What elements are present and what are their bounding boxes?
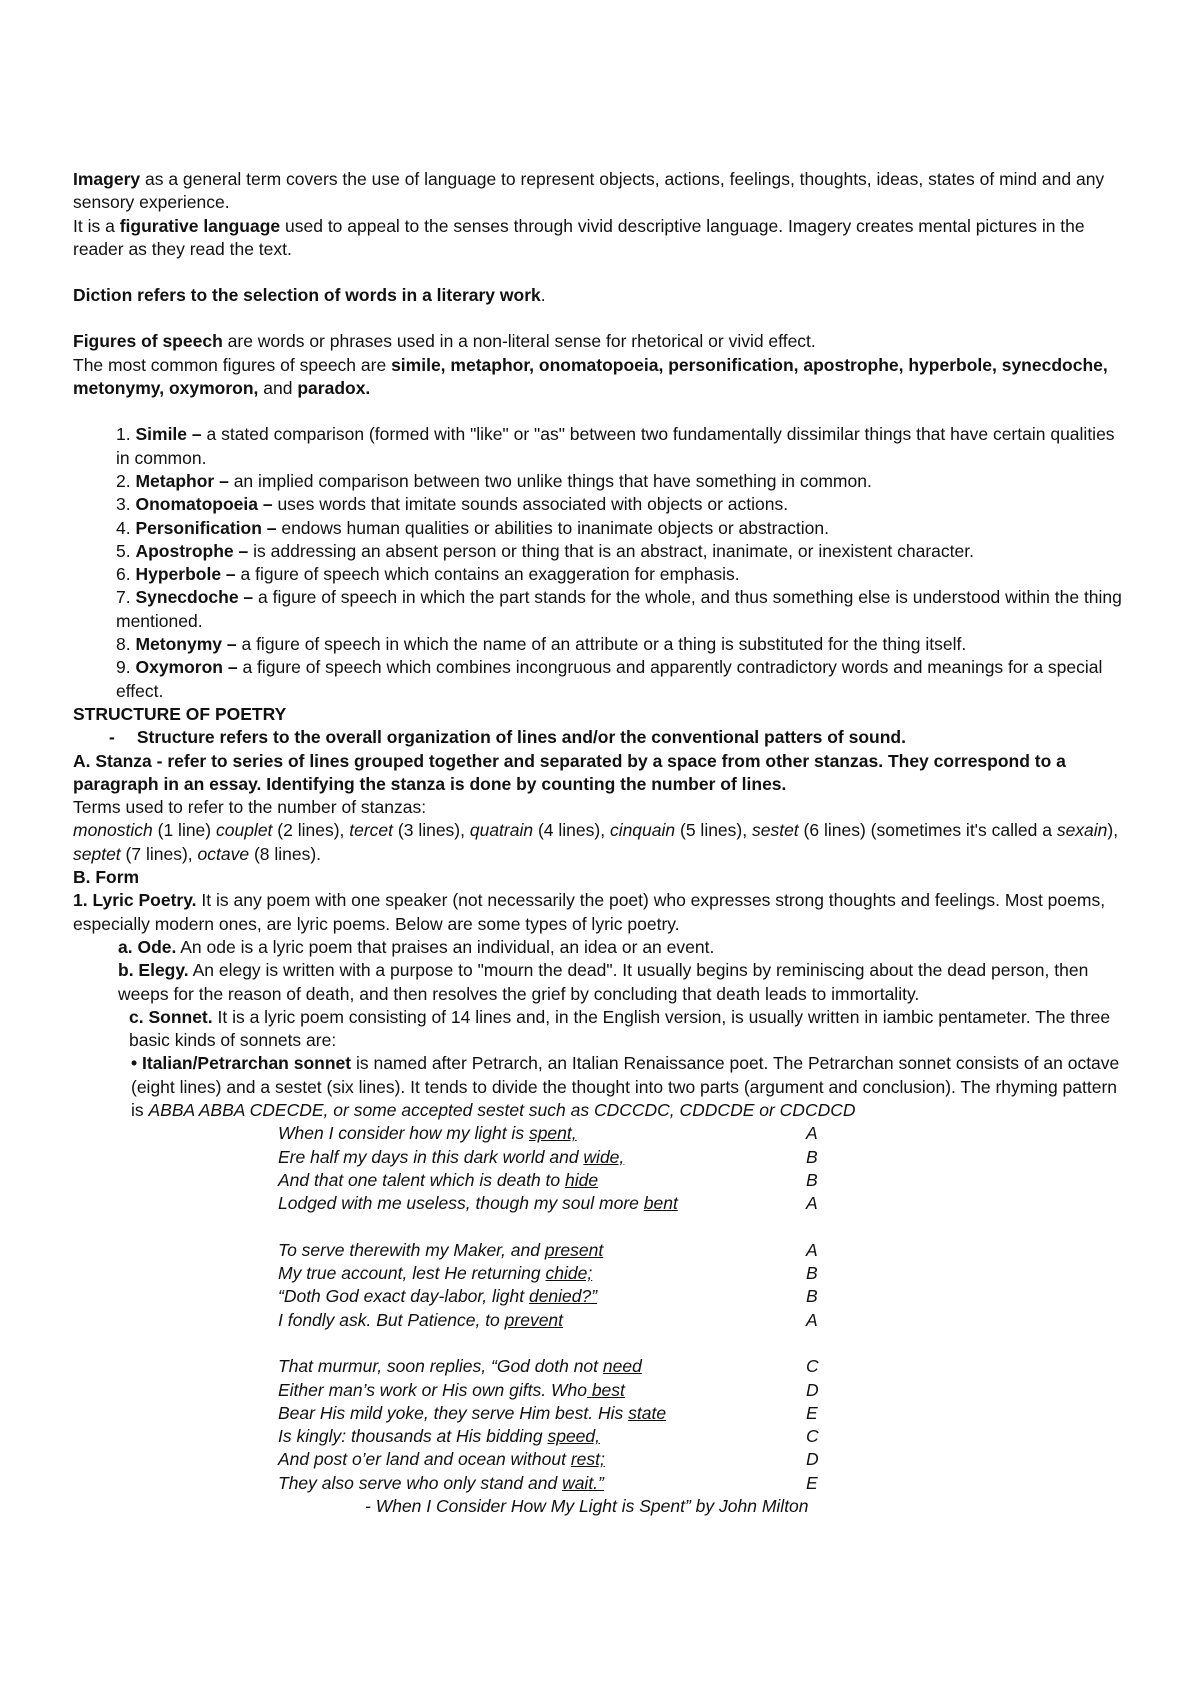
rhyme-word: state	[628, 1402, 667, 1423]
poem-line	[278, 1192, 1133, 1215]
item-definition: a figure of speech in which the name of an attribute or a thing is substituted for the thing itself.	[236, 634, 967, 655]
poem-attribution: - When I Consider How My Light is Spent” by John Milton	[365, 1496, 809, 1517]
structure-bullet	[73, 726, 1133, 749]
rhyme-word: prevent	[504, 1309, 564, 1330]
common-and: and	[258, 378, 298, 399]
rhyme-letter: B	[806, 1286, 818, 1307]
item-number: 6.	[116, 564, 136, 585]
rhyme-word: chide;	[545, 1263, 593, 1284]
line-text: “Doth God exact day-labor, light	[278, 1286, 529, 1307]
list-item	[116, 586, 1133, 633]
line-text: Ere half my days in this dark world and	[278, 1146, 584, 1167]
rhyme-word: wait.”	[562, 1472, 604, 1493]
elegy-text: An elegy is written with a purpose to "mourn the dead". It usually begins by reminiscing about the dead person, then weeps for the reason of death, and then resolves the grief by concluding that death leads to immortality.	[118, 960, 1089, 1004]
ode-term: a. Ode.	[118, 936, 177, 957]
item-number: 2.	[116, 470, 136, 491]
fig-lang-post: used to appeal to the senses through vivid descriptive language. Imagery creates mental pictures in the reader as they read the text.	[73, 215, 1085, 259]
item-definition: uses words that imitate sounds associated with objects or actions.	[272, 494, 789, 515]
rhyme-word: rest;	[570, 1449, 605, 1470]
imagery-term: Imagery	[73, 169, 141, 189]
stanza-paragraph	[73, 750, 1133, 797]
item-definition: is addressing an absent person or thing that is an abstract, inanimate, or inexistent character.	[248, 540, 974, 561]
poem-line	[278, 1239, 1133, 1262]
rhyme-word: hide	[565, 1169, 599, 1190]
stanza-text: A. Stanza - refer to series of lines grouped together and separated by a space from other stanzas. They correspond to a paragraph in an essay. Identifying the stanza is done by counting the number of lines.	[73, 750, 1066, 794]
term-desc: ),	[1107, 820, 1119, 841]
figures-text: are words or phrases used in a non-literal sense for rhetorical or vivid effect.	[222, 331, 816, 352]
term-desc: (3 lines),	[393, 820, 470, 841]
rhyme-word: denied?”	[528, 1286, 598, 1307]
italian-pattern: ABBA ABBA CDECDE, or some accepted sestet such as CDCCDC, CDDCDE or CDCDCD	[148, 1099, 856, 1120]
figures-list	[73, 423, 1133, 703]
term-desc: (6 lines) (sometimes it's called a	[798, 820, 1057, 841]
diction-end: .	[540, 285, 546, 306]
line-text: And post o’er land and ocean without	[278, 1449, 571, 1470]
ode-paragraph	[73, 936, 1133, 959]
italian-sonnet-paragraph	[73, 1052, 1133, 1122]
item-definition: a figure of speech which combines incongruous and apparently contradictory words and meanings for a special effect.	[116, 657, 1103, 701]
item-number: 4.	[116, 517, 136, 538]
line-text: Either man’s work or His own gifts. Who	[278, 1379, 587, 1400]
poem-line	[278, 1146, 1133, 1169]
list-item	[116, 633, 1133, 656]
italian-bullet: •	[131, 1053, 142, 1074]
rhyme-letter: B	[806, 1263, 818, 1284]
rhyme-letter: C	[806, 1356, 819, 1377]
italian-term: Italian/Petrarchan sonnet	[142, 1053, 352, 1074]
rhyme-letter: A	[806, 1123, 818, 1144]
rhyme-word: need	[602, 1356, 642, 1377]
sonnet-poem	[278, 1122, 1133, 1495]
form-heading-text: B. Form	[73, 867, 140, 888]
line-text: And that one talent which is death to	[278, 1169, 565, 1190]
term-septet: septet	[73, 843, 121, 864]
list-item	[116, 493, 1133, 516]
term-quatrain: quatrain	[469, 820, 534, 841]
rhyme-word: wide,	[583, 1146, 625, 1167]
common-last: paradox.	[297, 378, 371, 399]
item-number: 3.	[116, 494, 136, 515]
term-desc: (1 line)	[152, 820, 216, 841]
term-sestet: sestet	[751, 820, 799, 841]
lyric-term: 1. Lyric Poetry.	[73, 890, 197, 911]
elegy-paragraph	[73, 959, 1133, 1006]
line-text: I fondly ask. But Patience, to	[278, 1309, 505, 1330]
diction-paragraph	[73, 284, 1133, 307]
item-term: Onomatopoeia –	[135, 494, 273, 515]
list-item	[116, 470, 1133, 493]
term-couplet: couplet	[215, 820, 273, 841]
item-term: Simile –	[135, 424, 202, 445]
sonnet-paragraph	[73, 1006, 1133, 1053]
poem-line	[278, 1448, 1133, 1471]
item-definition: a stated comparison (formed with "like" or "as" between two fundamentally dissimilar things that have certain qualities in common.	[116, 424, 1115, 468]
figurative-language-paragraph	[73, 215, 1133, 262]
poem-line	[278, 1355, 1133, 1378]
figures-paragraph	[73, 330, 1133, 353]
lyric-text: It is any poem with one speaker (not necessarily the poet) who expresses strong thoughts and feelings. Most poems, especially modern ones, are lyric poems. Below are some types of lyric poetry.	[73, 890, 1106, 934]
list-item	[116, 540, 1133, 563]
item-term: Metaphor –	[135, 470, 229, 491]
form-heading	[73, 866, 1133, 889]
item-term: Personification –	[135, 517, 277, 538]
list-item	[116, 517, 1133, 540]
rhyme-letter: E	[806, 1472, 818, 1493]
poem-line	[278, 1379, 1133, 1402]
imagery-text: as a general term covers the use of language to represent objects, actions, feelings, thoughts, ideas, states of mind and any sensory experience.	[73, 169, 1105, 213]
item-term: Synecdoche –	[135, 587, 254, 608]
rhyme-letter: C	[806, 1426, 819, 1447]
item-number: 9.	[116, 657, 136, 678]
figures-term: Figures of speech	[73, 331, 223, 352]
term-desc: (5 lines),	[675, 820, 752, 841]
rhyme-letter: D	[806, 1449, 819, 1470]
poem-line	[278, 1425, 1133, 1448]
rhyme-word: speed,	[547, 1426, 601, 1447]
rhyme-word: bent	[643, 1193, 678, 1214]
imagery-paragraph	[73, 168, 1133, 215]
italian-text: is named after Petrarch, an Italian Renaissance poet. The Petrarchan sonnet consists of an octave (eight lines) and a sestet (six lines). It tends to divide the thought into two parts (argument and conclusion). The rhyming pattern is	[131, 1053, 1120, 1120]
term-tercet: tercet	[349, 820, 394, 841]
terms-intro: Terms used to refer to the number of stanzas:	[73, 797, 427, 818]
term-octave: octave	[197, 843, 250, 864]
poem-line	[278, 1402, 1133, 1425]
item-number: 8.	[116, 634, 136, 655]
term-desc: (7 lines),	[120, 843, 198, 864]
list-item	[116, 423, 1133, 470]
lyric-paragraph	[73, 889, 1133, 936]
poem-line	[278, 1122, 1133, 1145]
rhyme-letter: A	[806, 1239, 818, 1260]
poem-line	[278, 1169, 1133, 1192]
rhyme-letter: D	[806, 1379, 819, 1400]
item-term: Hyperbole –	[135, 564, 236, 585]
rhyme-word: spent,	[528, 1123, 577, 1144]
term-cinquain: cinquain	[609, 820, 676, 841]
rhyme-letter: A	[806, 1309, 818, 1330]
line-text: My true account, lest He returning	[278, 1263, 546, 1284]
common-list: simile, metaphor, onomatopoeia, personification, apostrophe, hyperbole, synecdoche, metonymy, oxymoron,	[73, 354, 1108, 399]
stanza-terms	[73, 819, 1133, 866]
rhyme-letter: B	[806, 1146, 818, 1167]
list-item	[116, 656, 1133, 703]
bullet-text: Structure refers to the overall organization of lines and/or the conventional patters of sound.	[136, 727, 906, 748]
common-figures-paragraph	[73, 354, 1133, 401]
item-term: Oxymoron –	[135, 657, 238, 678]
poem-line	[278, 1472, 1133, 1495]
common-pre: The most common figures of speech are	[73, 354, 392, 375]
item-number: 5.	[116, 540, 136, 561]
rhyme-letter: E	[806, 1402, 818, 1423]
line-text: Is kingly: thousands at His bidding	[278, 1426, 548, 1447]
item-definition: endows human qualities or abilities to inanimate objects or abstraction.	[276, 517, 830, 538]
item-definition: a figure of speech in which the part stands for the whole, and thus something else is understood within the thing mentioned.	[116, 587, 1122, 631]
structure-heading-text: STRUCTURE OF POETRY	[73, 703, 287, 724]
term-sexain: sexain	[1056, 820, 1108, 841]
line-text: Lodged with me useless, though my soul more	[278, 1193, 644, 1214]
ode-text: An ode is a lyric poem that praises an individual, an idea or an event.	[176, 936, 715, 957]
term-desc: (2 lines),	[272, 820, 350, 841]
item-number: 1.	[116, 424, 136, 445]
structure-heading	[73, 703, 1133, 726]
poem-line	[278, 1262, 1133, 1285]
document-page	[73, 168, 1133, 1518]
fig-lang-pre: It is a	[73, 215, 120, 236]
line-text: They also serve who only stand and	[278, 1472, 563, 1493]
list-item	[116, 563, 1133, 586]
rhyme-word: present	[544, 1239, 604, 1260]
sonnet-text: It is a lyric poem consisting of 14 lines and, in the English version, is usually written in iambic pentameter. The three basic kinds of sonnets are:	[129, 1006, 1111, 1051]
line-text: Bear His mild yoke, they serve Him best. His	[278, 1402, 629, 1423]
term-desc: (4 lines),	[533, 820, 610, 841]
term-desc: (8 lines).	[249, 843, 322, 864]
item-term: Apostrophe –	[135, 540, 249, 561]
sonnet-term: c. Sonnet.	[129, 1006, 213, 1027]
line-text: When I consider how my light is	[278, 1123, 529, 1144]
rhyme-word: best	[586, 1379, 625, 1400]
poem-line	[278, 1285, 1133, 1308]
diction-bold: Diction refers to the selection of words in a literary work	[73, 285, 541, 306]
elegy-term: b. Elegy.	[118, 960, 189, 981]
line-text: To serve therewith my Maker, and	[278, 1239, 545, 1260]
rhyme-letter: B	[806, 1169, 818, 1190]
item-term: Metonymy –	[135, 634, 237, 655]
item-definition: an implied comparison between two unlike things that have something in common.	[228, 470, 872, 491]
rhyme-letter: A	[806, 1193, 818, 1214]
fig-lang-term: figurative language	[119, 215, 281, 236]
bullet-dash: -	[109, 727, 115, 748]
item-number: 7.	[116, 587, 136, 608]
poem-line	[278, 1309, 1133, 1332]
term-monostich: monostich	[73, 820, 153, 841]
line-text: That murmur, soon replies, “God doth not	[278, 1356, 603, 1377]
item-definition: a figure of speech which contains an exaggeration for emphasis.	[235, 564, 740, 585]
